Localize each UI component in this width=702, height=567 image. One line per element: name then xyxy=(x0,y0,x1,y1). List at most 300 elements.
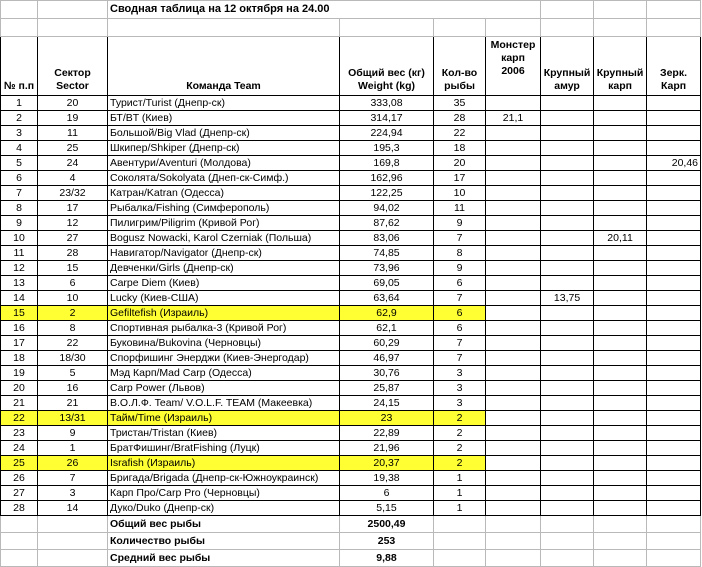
cell-mirror-carp xyxy=(647,486,701,501)
table-row xyxy=(1,381,701,396)
cell-monster-carp xyxy=(486,501,541,516)
cell-team: Bogusz Nowacki, Karol Czerniak (Польша) xyxy=(108,231,340,246)
cell-weight: 333,08 xyxy=(340,96,434,111)
cell-sector: 16 xyxy=(38,381,108,396)
cell-big-amur xyxy=(541,96,594,111)
cell-sector: 15 xyxy=(38,261,108,276)
cell-team: БратФишинг/BratFishing (Луцк) xyxy=(108,441,340,456)
cell-mirror-carp xyxy=(647,381,701,396)
cell-sector: 23/32 xyxy=(38,186,108,201)
header-team: Команда Team xyxy=(108,37,340,96)
cell-sector: 6 xyxy=(38,276,108,291)
cell-weight: 62,9 xyxy=(340,306,434,321)
cell-weight: 73,96 xyxy=(340,261,434,276)
cell-monster-carp xyxy=(486,171,541,186)
cell-num: 25 xyxy=(1,456,38,471)
cell-monster-carp xyxy=(486,96,541,111)
cell-count: 7 xyxy=(434,351,486,366)
cell-big-carp xyxy=(594,336,647,351)
cell-num: 12 xyxy=(1,261,38,276)
cell-count: 1 xyxy=(434,471,486,486)
cell-big-carp xyxy=(594,141,647,156)
cell-monster-carp xyxy=(486,456,541,471)
cell-big-amur xyxy=(541,186,594,201)
cell-monster-carp xyxy=(486,396,541,411)
cell-mirror-carp xyxy=(647,246,701,261)
cell-mirror-carp xyxy=(647,126,701,141)
cell-team: Спортивная рыбалка-3 (Кривой Рог) xyxy=(108,321,340,336)
cell-big-amur xyxy=(541,351,594,366)
cell-num: 1 xyxy=(1,96,38,111)
cell-count: 9 xyxy=(434,261,486,276)
blank-row xyxy=(1,19,701,37)
header-sector: Сектор Sector xyxy=(38,37,108,96)
cell-team: Буковина/Bukovina (Черновцы) xyxy=(108,336,340,351)
cell-mirror-carp xyxy=(647,396,701,411)
cell-num: 16 xyxy=(1,321,38,336)
cell-big-amur xyxy=(541,486,594,501)
cell-mirror-carp xyxy=(647,501,701,516)
cell-monster-carp xyxy=(486,126,541,141)
table-row xyxy=(1,501,701,516)
cell-count: 6 xyxy=(434,306,486,321)
cell-big-amur xyxy=(541,171,594,186)
cell-sector: 2 xyxy=(38,306,108,321)
cell-monster-carp xyxy=(486,321,541,336)
cell-monster-carp xyxy=(486,261,541,276)
cell-mirror-carp xyxy=(647,201,701,216)
cell-mirror-carp xyxy=(647,471,701,486)
cell-weight: 83,06 xyxy=(340,231,434,246)
header-big-amur: Крупный амур xyxy=(541,37,594,96)
cell-big-carp xyxy=(594,411,647,426)
table-row xyxy=(1,471,701,486)
cell-team: Дуко/Duko (Днепр-ск) xyxy=(108,501,340,516)
cell-sector: 24 xyxy=(38,156,108,171)
cell-big-carp xyxy=(594,171,647,186)
cell-sector: 14 xyxy=(38,501,108,516)
cell-num: 3 xyxy=(1,126,38,141)
cell-mirror-carp xyxy=(647,411,701,426)
cell-sector: 20 xyxy=(38,96,108,111)
cell-big-amur xyxy=(541,396,594,411)
cell-count: 2 xyxy=(434,456,486,471)
cell-team: Навигатор/Navigator (Днепр-ск) xyxy=(108,246,340,261)
table-row xyxy=(1,336,701,351)
cell-team: Israfish (Израиль) xyxy=(108,456,340,471)
cell-weight: 5,15 xyxy=(340,501,434,516)
cell-sector: 26 xyxy=(38,456,108,471)
cell-big-amur xyxy=(541,201,594,216)
cell-team: Турист/Turist (Днепр-ск) xyxy=(108,96,340,111)
cell-big-amur xyxy=(541,456,594,471)
summary-value: 9,88 xyxy=(340,550,434,567)
table-row xyxy=(1,351,701,366)
table-row xyxy=(1,186,701,201)
table-row xyxy=(1,456,701,471)
cell-team: Gefiltefish (Израиль) xyxy=(108,306,340,321)
cell-count: 1 xyxy=(434,486,486,501)
table-row xyxy=(1,156,701,171)
header-row xyxy=(1,37,701,96)
cell-big-amur: 13,75 xyxy=(541,291,594,306)
cell-big-amur xyxy=(541,261,594,276)
cell-count: 7 xyxy=(434,231,486,246)
cell-sector: 5 xyxy=(38,366,108,381)
cell-sector: 9 xyxy=(38,426,108,441)
cell-weight: 94,02 xyxy=(340,201,434,216)
cell-team: Пилигрим/Piligrim (Кривой Рог) xyxy=(108,216,340,231)
cell-monster-carp xyxy=(486,216,541,231)
table-row xyxy=(1,306,701,321)
cell-sector: 13/31 xyxy=(38,411,108,426)
header-monster-carp: Монстер карп 2006 xyxy=(486,37,541,96)
cell-mirror-carp xyxy=(647,306,701,321)
cell-num: 15 xyxy=(1,306,38,321)
table-row xyxy=(1,486,701,501)
cell-count: 8 xyxy=(434,246,486,261)
cell-sector: 27 xyxy=(38,231,108,246)
table-row xyxy=(1,261,701,276)
cell-num: 14 xyxy=(1,291,38,306)
cell-monster-carp xyxy=(486,141,541,156)
cell-mirror-carp xyxy=(647,216,701,231)
cell-big-amur xyxy=(541,411,594,426)
cell-monster-carp xyxy=(486,381,541,396)
cell-big-carp xyxy=(594,306,647,321)
cell-count: 1 xyxy=(434,501,486,516)
cell-big-carp xyxy=(594,216,647,231)
cell-big-carp xyxy=(594,396,647,411)
table-row xyxy=(1,411,701,426)
cell-monster-carp xyxy=(486,186,541,201)
cell-weight: 195,3 xyxy=(340,141,434,156)
cell-sector: 11 xyxy=(38,126,108,141)
cell-big-amur xyxy=(541,276,594,291)
cell-weight: 30,76 xyxy=(340,366,434,381)
cell-mirror-carp xyxy=(647,111,701,126)
cell-big-amur xyxy=(541,441,594,456)
cell-team: Тайм/Time (Израиль) xyxy=(108,411,340,426)
cell-count: 20 xyxy=(434,156,486,171)
cell-team: Тристан/Tristan (Киев) xyxy=(108,426,340,441)
table-title: Сводная таблица на 12 октября на 24.00 xyxy=(108,1,541,19)
cell-num: 6 xyxy=(1,171,38,186)
cell-count: 6 xyxy=(434,276,486,291)
cell-big-carp xyxy=(594,126,647,141)
cell-big-carp xyxy=(594,111,647,126)
cell-big-amur xyxy=(541,381,594,396)
cell-big-amur xyxy=(541,246,594,261)
cell-monster-carp xyxy=(486,276,541,291)
cell-num: 8 xyxy=(1,201,38,216)
cell-big-carp xyxy=(594,186,647,201)
cell-num: 11 xyxy=(1,246,38,261)
cell-big-carp xyxy=(594,276,647,291)
cell-big-carp xyxy=(594,291,647,306)
cell-weight: 74,85 xyxy=(340,246,434,261)
cell-mirror-carp xyxy=(647,261,701,276)
title-row xyxy=(1,1,701,19)
cell-monster-carp xyxy=(486,246,541,261)
cell-weight: 25,87 xyxy=(340,381,434,396)
cell-weight: 22,89 xyxy=(340,426,434,441)
cell-big-carp xyxy=(594,351,647,366)
table-row xyxy=(1,366,701,381)
table-row xyxy=(1,291,701,306)
table-row xyxy=(1,426,701,441)
cell-num: 2 xyxy=(1,111,38,126)
cell-big-carp xyxy=(594,486,647,501)
table-row xyxy=(1,231,701,246)
cell-team: Соколята/Sokolyata (Днеп-ск-Симф.) xyxy=(108,171,340,186)
cell-weight: 314,17 xyxy=(340,111,434,126)
summary-label: Количество рыбы xyxy=(108,533,340,550)
cell-weight: 69,05 xyxy=(340,276,434,291)
cell-count: 3 xyxy=(434,381,486,396)
table-row xyxy=(1,396,701,411)
cell-team: Большой/Big Vlad (Днепр-ск) xyxy=(108,126,340,141)
cell-count: 3 xyxy=(434,366,486,381)
table-row xyxy=(1,171,701,186)
cell-team: Авентури/Aventuri (Молдова) xyxy=(108,156,340,171)
cell-big-amur xyxy=(541,156,594,171)
cell-num: 22 xyxy=(1,411,38,426)
cell-weight: 63,64 xyxy=(340,291,434,306)
cell-monster-carp xyxy=(486,351,541,366)
cell-sector: 17 xyxy=(38,201,108,216)
cell-big-carp xyxy=(594,426,647,441)
cell-mirror-carp xyxy=(647,276,701,291)
cell-num: 13 xyxy=(1,276,38,291)
cell-weight: 19,38 xyxy=(340,471,434,486)
cell-big-amur xyxy=(541,306,594,321)
table-row xyxy=(1,321,701,336)
cell-num: 28 xyxy=(1,501,38,516)
cell-monster-carp xyxy=(486,291,541,306)
cell-count: 17 xyxy=(434,171,486,186)
summary-row xyxy=(1,533,701,550)
cell-weight: 62,1 xyxy=(340,321,434,336)
cell-monster-carp xyxy=(486,426,541,441)
cell-team: Рыбалка/Fishing (Симферополь) xyxy=(108,201,340,216)
table-row xyxy=(1,126,701,141)
cell-monster-carp xyxy=(486,201,541,216)
table-row xyxy=(1,216,701,231)
cell-big-amur xyxy=(541,321,594,336)
cell-sector: 8 xyxy=(38,321,108,336)
cell-num: 23 xyxy=(1,426,38,441)
cell-sector: 1 xyxy=(38,441,108,456)
cell-sector: 12 xyxy=(38,216,108,231)
cell-big-carp xyxy=(594,201,647,216)
cell-big-carp xyxy=(594,471,647,486)
cell-mirror-carp xyxy=(647,231,701,246)
cell-sector: 18/30 xyxy=(38,351,108,366)
cell-big-carp xyxy=(594,321,647,336)
cell-monster-carp xyxy=(486,471,541,486)
cell-team: Carp Power (Львов) xyxy=(108,381,340,396)
cell-monster-carp xyxy=(486,441,541,456)
table-row xyxy=(1,441,701,456)
cell-mirror-carp xyxy=(647,321,701,336)
cell-team: Карп Про/Carp Pro (Черновцы) xyxy=(108,486,340,501)
header-big-carp: Крупный карп xyxy=(594,37,647,96)
cell-team: В.О.Л.Ф. Team/ V.O.L.F. TEAM (Макеевка) xyxy=(108,396,340,411)
cell-big-carp xyxy=(594,441,647,456)
cell-count: 7 xyxy=(434,336,486,351)
table-row xyxy=(1,246,701,261)
cell-weight: 87,62 xyxy=(340,216,434,231)
cell-weight: 162,96 xyxy=(340,171,434,186)
cell-team: Спорфишинг Энерджи (Киев-Энергодар) xyxy=(108,351,340,366)
cell-team: Carpe Diem (Киев) xyxy=(108,276,340,291)
cell-mirror-carp xyxy=(647,441,701,456)
cell-big-carp xyxy=(594,456,647,471)
cell-num: 7 xyxy=(1,186,38,201)
cell-num: 26 xyxy=(1,471,38,486)
cell-count: 2 xyxy=(434,441,486,456)
cell-weight: 24,15 xyxy=(340,396,434,411)
cell-mirror-carp xyxy=(647,456,701,471)
cell-count: 11 xyxy=(434,201,486,216)
summary-label: Общий вес рыбы xyxy=(108,516,340,533)
cell-num: 9 xyxy=(1,216,38,231)
cell-sector: 28 xyxy=(38,246,108,261)
cell-big-carp xyxy=(594,501,647,516)
cell-count: 10 xyxy=(434,186,486,201)
cell-weight: 169,8 xyxy=(340,156,434,171)
cell-big-amur xyxy=(541,126,594,141)
summary-value: 253 xyxy=(340,533,434,550)
cell-weight: 224,94 xyxy=(340,126,434,141)
table-row xyxy=(1,201,701,216)
cell-monster-carp xyxy=(486,306,541,321)
cell-mirror-carp xyxy=(647,141,701,156)
cell-monster-carp xyxy=(486,156,541,171)
cell-num: 4 xyxy=(1,141,38,156)
cell-sector: 25 xyxy=(38,141,108,156)
cell-weight: 60,29 xyxy=(340,336,434,351)
cell-sector: 19 xyxy=(38,111,108,126)
cell-mirror-carp: 20,46 xyxy=(647,156,701,171)
table-row xyxy=(1,276,701,291)
cell-big-amur xyxy=(541,336,594,351)
cell-big-carp xyxy=(594,366,647,381)
cell-sector: 3 xyxy=(38,486,108,501)
cell-num: 5 xyxy=(1,156,38,171)
cell-num: 27 xyxy=(1,486,38,501)
cell-big-carp xyxy=(594,246,647,261)
cell-team: БТ/BT (Киев) xyxy=(108,111,340,126)
cell-big-amur xyxy=(541,231,594,246)
table-row xyxy=(1,96,701,111)
cell-sector: 10 xyxy=(38,291,108,306)
summary-row xyxy=(1,550,701,567)
header-mirror-carp: Зерк. Карп xyxy=(647,37,701,96)
table-row xyxy=(1,141,701,156)
cell-count: 9 xyxy=(434,216,486,231)
cell-big-amur xyxy=(541,141,594,156)
cell-weight: 6 xyxy=(340,486,434,501)
cell-sector: 4 xyxy=(38,171,108,186)
cell-big-amur xyxy=(541,111,594,126)
cell-team: Lucky (Киев-США) xyxy=(108,291,340,306)
cell-team: Девченки/Girls (Днепр-ск) xyxy=(108,261,340,276)
cell-monster-carp xyxy=(486,366,541,381)
cell-mirror-carp xyxy=(647,351,701,366)
cell-weight: 46,97 xyxy=(340,351,434,366)
header-weight: Общий вес (кг) Weight (kg) xyxy=(340,37,434,96)
cell-weight: 21,96 xyxy=(340,441,434,456)
cell-count: 6 xyxy=(434,321,486,336)
header-num: № п.п xyxy=(1,37,38,96)
cell-count: 7 xyxy=(434,291,486,306)
cell-mirror-carp xyxy=(647,96,701,111)
cell-team: Шкипер/Shkiper (Днепр-ск) xyxy=(108,141,340,156)
cell-mirror-carp xyxy=(647,171,701,186)
summary-row xyxy=(1,516,701,533)
cell-team: Бригада/Brigada (Днепр-ск-Южноукраинск) xyxy=(108,471,340,486)
cell-big-amur xyxy=(541,216,594,231)
cell-count: 2 xyxy=(434,426,486,441)
cell-sector: 22 xyxy=(38,336,108,351)
cell-mirror-carp xyxy=(647,366,701,381)
cell-num: 20 xyxy=(1,381,38,396)
cell-num: 21 xyxy=(1,396,38,411)
cell-big-carp xyxy=(594,96,647,111)
cell-big-amur xyxy=(541,366,594,381)
cell-count: 2 xyxy=(434,411,486,426)
cell-monster-carp: 21,1 xyxy=(486,111,541,126)
cell-team: Мэд Карп/Mad Carp (Одесса) xyxy=(108,366,340,381)
cell-count: 3 xyxy=(434,396,486,411)
cell-num: 18 xyxy=(1,351,38,366)
cell-big-carp xyxy=(594,156,647,171)
cell-num: 17 xyxy=(1,336,38,351)
cell-monster-carp xyxy=(486,336,541,351)
cell-sector: 21 xyxy=(38,396,108,411)
cell-num: 19 xyxy=(1,366,38,381)
cell-count: 28 xyxy=(434,111,486,126)
cell-monster-carp xyxy=(486,486,541,501)
cell-mirror-carp xyxy=(647,426,701,441)
cell-mirror-carp xyxy=(647,336,701,351)
header-count: Кол-во рыбы xyxy=(434,37,486,96)
cell-mirror-carp xyxy=(647,291,701,306)
summary-label: Средний вес рыбы xyxy=(108,550,340,567)
cell-big-carp xyxy=(594,381,647,396)
cell-big-amur xyxy=(541,426,594,441)
cell-big-carp xyxy=(594,261,647,276)
cell-count: 18 xyxy=(434,141,486,156)
cell-num: 10 xyxy=(1,231,38,246)
cell-num: 24 xyxy=(1,441,38,456)
cell-big-carp: 20,11 xyxy=(594,231,647,246)
cell-sector: 7 xyxy=(38,471,108,486)
table-row xyxy=(1,111,701,126)
summary-value: 2500,49 xyxy=(340,516,434,533)
cell-big-amur xyxy=(541,471,594,486)
cell-count: 22 xyxy=(434,126,486,141)
cell-monster-carp xyxy=(486,231,541,246)
cell-weight: 23 xyxy=(340,411,434,426)
cell-weight: 122,25 xyxy=(340,186,434,201)
cell-count: 35 xyxy=(434,96,486,111)
cell-big-amur xyxy=(541,501,594,516)
cell-mirror-carp xyxy=(647,186,701,201)
cell-weight: 20,37 xyxy=(340,456,434,471)
